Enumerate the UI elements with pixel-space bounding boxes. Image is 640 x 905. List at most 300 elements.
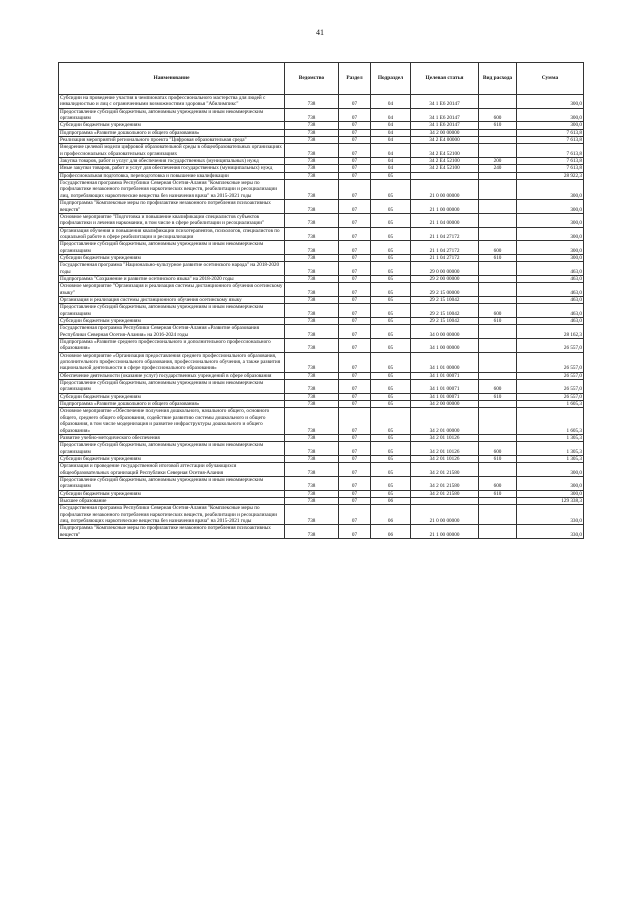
cell-subsection: 06	[371, 505, 411, 525]
cell-target-article: 21 1 00 00000	[411, 525, 479, 539]
table-row	[59, 318, 584, 325]
header-section: Раздел	[339, 63, 371, 95]
cell-sum: 330,0	[517, 505, 584, 525]
cell-department: 738	[285, 262, 339, 276]
cell-department: 738	[285, 408, 339, 434]
cell-sum: 28 922,3	[517, 172, 584, 179]
cell-expense-type: 610	[479, 393, 517, 400]
table-row	[59, 227, 584, 241]
cell-section: 07	[339, 434, 371, 441]
cell-expense-type: 610	[479, 455, 517, 462]
cell-department: 738	[285, 352, 339, 372]
cell-subsection: 04	[371, 158, 411, 165]
cell-name: Государственная программа Республики Северная Осетия-Алания "Комплексные меры по профилактике незаконного потребления наркотических веществ, реабилитации и ресоциализации лиц, потребляющих наркотические вещества без назначения врача" на 2015-2021 годы	[59, 180, 285, 200]
cell-section: 07	[339, 372, 371, 379]
cell-sum: 330,0	[517, 525, 584, 539]
cell-subsection: 05	[371, 408, 411, 434]
cell-subsection: 05	[371, 296, 411, 303]
cell-department: 738	[285, 129, 339, 136]
table-row	[59, 408, 584, 434]
cell-subsection: 04	[371, 122, 411, 129]
table-row	[59, 352, 584, 372]
cell-target-article: 34 1 01 00071	[411, 372, 479, 379]
cell-department: 738	[285, 158, 339, 165]
cell-target-article: 21 1 04 27172	[411, 227, 479, 241]
cell-section: 07	[339, 172, 371, 179]
cell-expense-type: 240	[479, 165, 517, 172]
cell-department: 738	[285, 122, 339, 129]
table-row	[59, 108, 584, 122]
cell-expense-type	[479, 275, 517, 282]
cell-name: Государственная программа Республики Северная Осетия-Алания «Развитие образования Республики Северная Осетия-Алания» на 2016-2024 годы	[59, 325, 285, 339]
cell-target-article: 34 2 E4 00000	[411, 137, 479, 144]
cell-sum: 7 613,8	[517, 165, 584, 172]
cell-department: 738	[285, 165, 339, 172]
cell-name: Основное мероприятие «Обеспечение получения дошкольного, начального общего, основного общего, среднего общего образования, содействие развитию системы дошкольного и общего образования, в том числе модернизация и развитие инфраструктуры дошкольного и общего образования»	[59, 408, 285, 434]
cell-subsection: 05	[371, 262, 411, 276]
cell-name: Высшее образование	[59, 497, 285, 504]
cell-section: 07	[339, 254, 371, 261]
cell-target-article: 34 2 01 21580	[411, 463, 479, 477]
cell-name: Субсидии на проведение участия в чемпионатах профессионального мастерства для людей с инвалидностью и лиц с ограниченными возможностями здоровья "Абилимпикс"	[59, 95, 285, 109]
cell-target-article: 21 1 04 27172	[411, 254, 479, 261]
cell-expense-type	[479, 227, 517, 241]
cell-target-article: 34 1 01 00000	[411, 352, 479, 372]
cell-section: 07	[339, 476, 371, 490]
cell-target-article: 21 1 04 27172	[411, 241, 479, 255]
table-row	[59, 200, 584, 214]
cell-department: 738	[285, 296, 339, 303]
cell-section: 07	[339, 497, 371, 504]
cell-target-article: 34 1 E6 20147	[411, 95, 479, 109]
cell-name: Подпрограмма "Сохранение и развитие осетинского языка" на 2018-2020 годы	[59, 275, 285, 282]
table-row	[59, 325, 584, 339]
table-header-row	[59, 63, 584, 95]
cell-target-article: 34 2 00 00000	[411, 401, 479, 408]
cell-name: Предоставление субсидий бюджетным, автономным учреждениям и иным некоммерческим организациям	[59, 380, 285, 394]
cell-name: Субсидии бюджетным учреждениям	[59, 318, 285, 325]
table-row	[59, 463, 584, 477]
cell-sum: 463,0	[517, 304, 584, 318]
cell-sum: 129 338,3	[517, 497, 584, 504]
cell-section: 07	[339, 213, 371, 227]
cell-expense-type	[479, 497, 517, 504]
cell-subsection: 05	[371, 283, 411, 297]
cell-sum: 463,0	[517, 318, 584, 325]
cell-subsection: 05	[371, 476, 411, 490]
cell-target-article: 29 2 15 00000	[411, 283, 479, 297]
cell-sum: 300,0	[517, 490, 584, 497]
cell-target-article: 29 2 15 10042	[411, 304, 479, 318]
cell-subsection: 04	[371, 108, 411, 122]
page-number: 41	[316, 28, 324, 37]
cell-name: Основное мероприятие "Подготовка и повышение квалификации специалистов субъектов профилактики и лечения наркомании, в том числе в сфере реабилитации и ресоциализации"	[59, 213, 285, 227]
table-row	[59, 213, 584, 227]
table-row	[59, 304, 584, 318]
table-row	[59, 505, 584, 525]
cell-section: 07	[339, 455, 371, 462]
cell-subsection: 05	[371, 200, 411, 214]
cell-subsection: 04	[371, 137, 411, 144]
cell-sum: 300,0	[517, 122, 584, 129]
cell-section: 07	[339, 129, 371, 136]
cell-department: 738	[285, 213, 339, 227]
cell-section: 07	[339, 401, 371, 408]
cell-target-article: 34 1 01 00071	[411, 380, 479, 394]
cell-name: Подпрограмма «Развитие среднего профессионального и дополнительного профессионального образования»	[59, 339, 285, 353]
cell-sum: 300,0	[517, 213, 584, 227]
table-row	[59, 129, 584, 136]
table-row	[59, 180, 584, 200]
cell-expense-type: 610	[479, 318, 517, 325]
cell-subsection: 05	[371, 434, 411, 441]
cell-expense-type	[479, 200, 517, 214]
cell-expense-type	[479, 95, 517, 109]
table-row	[59, 158, 584, 165]
header-name: Наименование	[59, 63, 285, 95]
cell-name: Внедрение целевой модели цифровой образовательной среды в общеобразовательных организациях и профессиональных образовательных организациях	[59, 144, 285, 158]
cell-name: Организация и реализация системы дистанционного обучения осетинскому языку	[59, 296, 285, 303]
cell-name: Закупка товаров, работ и услуг для обеспечения государственных (муниципальных) нужд	[59, 158, 285, 165]
cell-section: 07	[339, 325, 371, 339]
cell-department: 738	[285, 144, 339, 158]
cell-sum: 463,0	[517, 275, 584, 282]
cell-expense-type: 200	[479, 158, 517, 165]
cell-name: Подпрограмма "Комплексные меры по профилактике незаконного потребления психоактивных веществ"	[59, 525, 285, 539]
cell-name: Субсидии бюджетным учреждениям	[59, 393, 285, 400]
cell-department: 738	[285, 455, 339, 462]
cell-section: 07	[339, 108, 371, 122]
cell-expense-type: 610	[479, 254, 517, 261]
cell-department: 738	[285, 393, 339, 400]
cell-target-article: 21 1 00 00000	[411, 200, 479, 214]
cell-department: 738	[285, 304, 339, 318]
header-sum: Сумма	[517, 63, 584, 95]
cell-section: 07	[339, 393, 371, 400]
cell-target-article	[411, 172, 479, 179]
table-row	[59, 525, 584, 539]
cell-sum: 7 613,8	[517, 137, 584, 144]
cell-name: Подпрограмма «Развитие дошкольного и общего образования»	[59, 401, 285, 408]
cell-subsection: 06	[371, 525, 411, 539]
cell-expense-type	[479, 372, 517, 379]
cell-target-article: 21 1 04 00000	[411, 213, 479, 227]
cell-section: 07	[339, 144, 371, 158]
cell-target-article: 34 1 E6 20147	[411, 122, 479, 129]
cell-section: 07	[339, 275, 371, 282]
cell-expense-type: 610	[479, 122, 517, 129]
cell-sum: 300,0	[517, 254, 584, 261]
cell-name: Предоставление субсидий бюджетным, автономным учреждениям и иным некоммерческим организациям	[59, 108, 285, 122]
cell-name: Иные закупки товаров, работ и услуг для обеспечения государственных (муниципальных) нужд	[59, 165, 285, 172]
cell-name: Предоставление субсидий бюджетным, автономным учреждениям и иным некоммерческим организациям	[59, 442, 285, 456]
cell-subsection: 05	[371, 304, 411, 318]
cell-subsection: 05	[371, 213, 411, 227]
cell-sum: 26 557,0	[517, 380, 584, 394]
table-row	[59, 296, 584, 303]
table-row	[59, 393, 584, 400]
cell-subsection: 05	[371, 180, 411, 200]
table-row	[59, 283, 584, 297]
header-department: Ведомство	[285, 63, 339, 95]
cell-subsection: 05	[371, 442, 411, 456]
cell-name: Развитие учебно-методического обеспечения	[59, 434, 285, 441]
cell-department: 738	[285, 172, 339, 179]
cell-department: 738	[285, 275, 339, 282]
cell-subsection: 04	[371, 129, 411, 136]
cell-name: Субсидии бюджетным учреждениям	[59, 490, 285, 497]
cell-subsection: 05	[371, 401, 411, 408]
cell-expense-type: 600	[479, 241, 517, 255]
table-row	[59, 262, 584, 276]
cell-sum: 463,0	[517, 262, 584, 276]
cell-department: 738	[285, 380, 339, 394]
cell-department: 738	[285, 137, 339, 144]
cell-section: 07	[339, 442, 371, 456]
cell-target-article: 34 1 01 00071	[411, 393, 479, 400]
cell-sum: 1 305,3	[517, 434, 584, 441]
cell-department: 738	[285, 95, 339, 109]
cell-sum: 300,0	[517, 227, 584, 241]
cell-name: Профессиональная подготовка, переподготовка и повышение квалификации	[59, 172, 285, 179]
cell-department: 738	[285, 463, 339, 477]
cell-name: Обеспечение деятельности (оказание услуг) государственных учреждений в сфере образования	[59, 372, 285, 379]
table-row	[59, 372, 584, 379]
cell-subsection: 04	[371, 165, 411, 172]
cell-department: 738	[285, 325, 339, 339]
cell-expense-type	[479, 262, 517, 276]
cell-department: 738	[285, 401, 339, 408]
cell-expense-type	[479, 434, 517, 441]
cell-expense-type: 610	[479, 490, 517, 497]
cell-expense-type	[479, 172, 517, 179]
cell-target-article: 34 2 01 21580	[411, 476, 479, 490]
cell-target-article: 34 2 E4 52100	[411, 165, 479, 172]
cell-subsection: 05	[371, 275, 411, 282]
cell-expense-type: 600	[479, 380, 517, 394]
cell-section: 07	[339, 318, 371, 325]
cell-department: 738	[285, 318, 339, 325]
cell-section: 07	[339, 296, 371, 303]
cell-subsection: 05	[371, 372, 411, 379]
cell-expense-type	[479, 144, 517, 158]
cell-name: Предоставление субсидий бюджетным, автономным учреждениям и иным некоммерческим организациям	[59, 476, 285, 490]
cell-sum: 1 605,3	[517, 401, 584, 408]
cell-section: 07	[339, 241, 371, 255]
cell-sum: 300,0	[517, 95, 584, 109]
cell-section: 07	[339, 380, 371, 394]
table-row	[59, 122, 584, 129]
cell-sum: 463,0	[517, 296, 584, 303]
table-row	[59, 401, 584, 408]
table-row	[59, 275, 584, 282]
cell-section: 07	[339, 227, 371, 241]
cell-section: 07	[339, 165, 371, 172]
cell-target-article: 34 2 E4 52100	[411, 158, 479, 165]
cell-expense-type	[479, 401, 517, 408]
cell-sum: 300,0	[517, 108, 584, 122]
cell-expense-type	[479, 463, 517, 477]
cell-section: 07	[339, 200, 371, 214]
cell-target-article	[411, 497, 479, 504]
cell-sum: 26 557,0	[517, 372, 584, 379]
cell-department: 738	[285, 434, 339, 441]
cell-subsection: 05	[371, 490, 411, 497]
cell-target-article: 34 0 00 00000	[411, 325, 479, 339]
cell-expense-type	[479, 505, 517, 525]
table-row	[59, 434, 584, 441]
table-row	[59, 241, 584, 255]
cell-sum: 300,0	[517, 476, 584, 490]
budget-table	[58, 62, 584, 539]
cell-subsection: 05	[371, 318, 411, 325]
cell-department: 738	[285, 490, 339, 497]
cell-sum: 300,0	[517, 463, 584, 477]
cell-department: 738	[285, 339, 339, 353]
cell-expense-type: 600	[479, 108, 517, 122]
cell-section: 07	[339, 262, 371, 276]
cell-section: 07	[339, 95, 371, 109]
table-row	[59, 254, 584, 261]
cell-expense-type	[479, 213, 517, 227]
cell-target-article: 29 2 15 10042	[411, 318, 479, 325]
cell-target-article: 21 0 00 00000	[411, 505, 479, 525]
table-row	[59, 497, 584, 504]
cell-sum: 7 613,8	[517, 158, 584, 165]
cell-department: 738	[285, 227, 339, 241]
cell-department: 738	[285, 180, 339, 200]
cell-expense-type	[479, 180, 517, 200]
cell-subsection: 04	[371, 144, 411, 158]
cell-section: 07	[339, 283, 371, 297]
cell-expense-type	[479, 296, 517, 303]
cell-expense-type	[479, 339, 517, 353]
table-row	[59, 172, 584, 179]
cell-section: 07	[339, 490, 371, 497]
cell-sum: 300,0	[517, 180, 584, 200]
cell-target-article: 34 2 01 10126	[411, 434, 479, 441]
table-row	[59, 144, 584, 158]
cell-section: 07	[339, 137, 371, 144]
cell-name: Организация и проведение государственной итоговой аттестации обучающихся общеобразовательных организаций Республики Северная Осетия-Алания	[59, 463, 285, 477]
cell-expense-type	[479, 525, 517, 539]
cell-sum: 300,0	[517, 200, 584, 214]
cell-subsection: 05	[371, 380, 411, 394]
cell-target-article: 34 2 01 00000	[411, 408, 479, 434]
cell-name: Подпрограмма «Развитие дошкольного и общего образования»	[59, 129, 285, 136]
cell-section: 07	[339, 304, 371, 318]
table-row	[59, 137, 584, 144]
cell-subsection: 05	[371, 254, 411, 261]
cell-name: Реализация мероприятий регионального проекта "Цифровая образовательная среда"	[59, 137, 285, 144]
cell-section: 07	[339, 408, 371, 434]
cell-department: 738	[285, 200, 339, 214]
cell-target-article: 34 2 01 21580	[411, 490, 479, 497]
table-row	[59, 442, 584, 456]
cell-sum: 1 305,3	[517, 455, 584, 462]
cell-name: Основное мероприятие «Организация предоставления среднего профессионального образования, дополнительного профессионального образования, профессионального обучения, а также развития национальной деятельности в сфере профессионального образования»	[59, 352, 285, 372]
cell-subsection: 05	[371, 339, 411, 353]
cell-target-article: 29 2 15 10042	[411, 296, 479, 303]
cell-subsection: 05	[371, 241, 411, 255]
cell-expense-type	[479, 408, 517, 434]
cell-section: 07	[339, 463, 371, 477]
cell-subsection: 05	[371, 325, 411, 339]
table-row	[59, 490, 584, 497]
cell-expense-type: 600	[479, 476, 517, 490]
cell-sum: 1 605,3	[517, 408, 584, 434]
cell-sum: 26 557,0	[517, 352, 584, 372]
cell-expense-type	[479, 352, 517, 372]
cell-target-article: 34 1 E6 20147	[411, 108, 479, 122]
header-target-article: Целевая статья	[411, 63, 479, 95]
cell-department: 738	[285, 108, 339, 122]
cell-department: 738	[285, 525, 339, 539]
header-expense-type: Вид расхода	[479, 63, 517, 95]
cell-expense-type	[479, 137, 517, 144]
cell-section: 07	[339, 158, 371, 165]
cell-subsection: 05	[371, 455, 411, 462]
table-row	[59, 476, 584, 490]
cell-target-article: 34 2 01 10126	[411, 442, 479, 456]
table-row	[59, 339, 584, 353]
cell-section: 07	[339, 525, 371, 539]
cell-department: 738	[285, 241, 339, 255]
cell-name: Субсидии бюджетным учреждениям	[59, 254, 285, 261]
cell-expense-type: 600	[479, 442, 517, 456]
cell-name: Государственная программа "Национально-культурное развитие осетинского народа" на 2018-2020 годы	[59, 262, 285, 276]
cell-subsection: 05	[371, 463, 411, 477]
cell-sum: 1 305,3	[517, 442, 584, 456]
cell-section: 07	[339, 339, 371, 353]
cell-target-article: 34 1 00 00000	[411, 339, 479, 353]
cell-expense-type: 600	[479, 304, 517, 318]
cell-subsection: 05	[371, 227, 411, 241]
cell-sum: 463,0	[517, 283, 584, 297]
cell-sum: 28 162,3	[517, 325, 584, 339]
table-row	[59, 165, 584, 172]
cell-department: 738	[285, 442, 339, 456]
cell-expense-type	[479, 283, 517, 297]
cell-sum: 7 613,8	[517, 144, 584, 158]
cell-sum: 26 557,0	[517, 339, 584, 353]
cell-target-article: 21 0 00 00000	[411, 180, 479, 200]
cell-department: 738	[285, 254, 339, 261]
cell-target-article: 34 2 00 00000	[411, 129, 479, 136]
cell-expense-type	[479, 129, 517, 136]
cell-expense-type	[479, 325, 517, 339]
cell-section: 07	[339, 352, 371, 372]
cell-department: 738	[285, 505, 339, 525]
cell-target-article: 34 2 E4 52100	[411, 144, 479, 158]
header-subsection: Подраздел	[371, 63, 411, 95]
cell-name: Субсидии бюджетным учреждениям	[59, 122, 285, 129]
cell-subsection: 06	[371, 497, 411, 504]
cell-subsection: 05	[371, 393, 411, 400]
table-row	[59, 455, 584, 462]
cell-sum: 26 557,0	[517, 393, 584, 400]
cell-department: 738	[285, 476, 339, 490]
cell-name: Подпрограмма "Комплексные меры по профилактике незаконного потребления психоактивных веществ"	[59, 200, 285, 214]
cell-name: Субсидии бюджетным учреждениям	[59, 455, 285, 462]
cell-section: 07	[339, 180, 371, 200]
cell-department: 738	[285, 372, 339, 379]
cell-name: Организация обучения и повышения квалификации психотерапевтов, психологов, специалистов по социальной работе в сфере реабилитации и ресоциализации	[59, 227, 285, 241]
cell-subsection: 04	[371, 95, 411, 109]
cell-target-article: 29 2 00 00000	[411, 275, 479, 282]
cell-sum: 300,0	[517, 241, 584, 255]
cell-sum: 7 613,8	[517, 129, 584, 136]
